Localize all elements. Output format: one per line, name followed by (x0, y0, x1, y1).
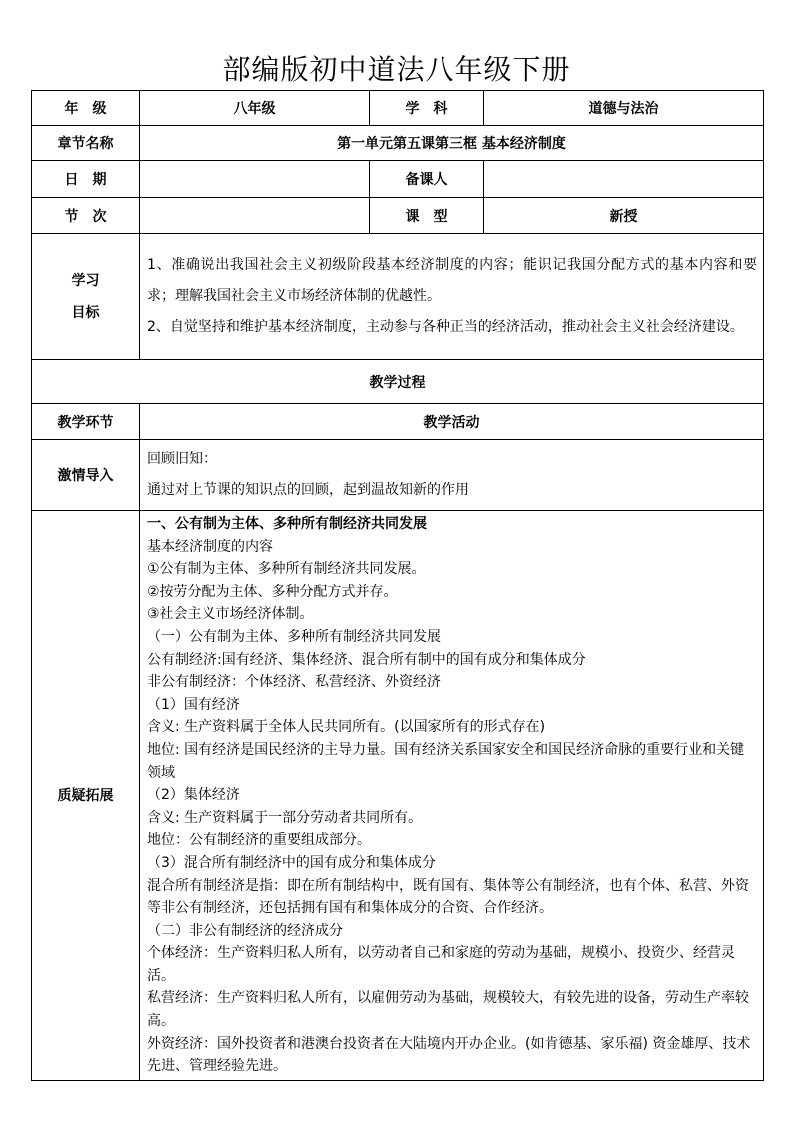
expansion-row (32, 511, 764, 1081)
process-columns-row (32, 404, 764, 440)
content-line: ③社会主义市场经济体制。 (147, 606, 314, 623)
process-heading: 教学过程 (32, 360, 764, 404)
type-value: 新授 (484, 198, 764, 234)
content-line: 个体经济：生产资料归私人所有，以劳动者自己和家庭的劳动为基础，规模小、投资少、经营灵活。 (147, 945, 735, 984)
content-line: 公有制经济:国有经济、集体经济、混合所有制中的国有成分和集体成分 (147, 651, 586, 668)
goals-label (32, 234, 140, 360)
teacher-label: 备课人 (370, 161, 484, 198)
content-line: 含义: 生产资料属于一部分劳动者共同所有。 (147, 809, 423, 826)
grade-row (32, 91, 764, 126)
content-line: 外资经济：国外投资者和港澳台投资者在大陆境内开办企业。(如肯德基、家乐福) 资金雄厚、技术先进、管理经验先进。 (147, 1035, 751, 1075)
expansion-label: 质疑拓展 (32, 511, 140, 1081)
intro-row (32, 440, 764, 511)
content-line: （一）公有制为主体、多种所有制经济共同发展 (147, 628, 441, 645)
teacher-value (484, 161, 764, 198)
content-line: 地位：公有制经济的重要组成部分。 (147, 832, 371, 849)
content-line: 私营经济：生产资料归私人所有，以雇佣劳动为基础，规模较大，有较先进的设备，劳动生产率较高。 (147, 990, 749, 1030)
lesson-plan-table (31, 90, 764, 1081)
content-line: 混合所有制经济是指：即在所有制结构中，既有国有、集体等公有制经济，也有个体、私营、外资等非公有制经济，还包括拥有国有和集体成分的合资、合作经济。 (147, 877, 749, 917)
date-label: 日 期 (32, 161, 140, 198)
chapter-value: 第一单元第五课第三框 基本经济制度 (140, 126, 764, 161)
intro-content (140, 440, 764, 511)
period-label: 节 次 (32, 198, 140, 234)
process-heading-row (32, 360, 764, 404)
subject-value: 道德与法治 (484, 91, 764, 126)
goals-label-line1: 学习 (71, 272, 100, 289)
goal-item: 2、自觉坚持和维护基本经济制度，主动参与各种正当的经济活动，推动社会主义社会经济建设。 (147, 319, 744, 335)
content-line: ①公有制为主体、多种所有制经济共同发展。 (147, 561, 426, 578)
intro-line: 通过对上节课的知识点的回顾，起到温故知新的作用 (147, 482, 469, 498)
content-line: ②按劳分配为主体、多种分配方式并存。 (147, 583, 398, 600)
activity-column-header: 教学活动 (140, 404, 764, 440)
intro-line: 回顾旧知： (147, 451, 217, 467)
grade-value: 八年级 (140, 91, 370, 126)
goals-label-line2: 目标 (71, 304, 100, 321)
date-row (32, 161, 764, 198)
chapter-label: 章节名称 (32, 126, 140, 161)
grade-label: 年 级 (32, 91, 140, 126)
content-line: 非公有制经济：个体经济、私营经济、外资经济 (147, 674, 441, 691)
page-title: 部编版初中道法八年级下册 (222, 53, 571, 86)
content-line: 基本经济制度的内容 (147, 538, 273, 555)
expansion-content (140, 511, 764, 1081)
goal-item: 1、准确说出我国社会主义初级阶段基本经济制度的内容；能识记我国分配方式的基本内容和要求；理解我国社会主义市场经济体制的优越性。 (147, 257, 757, 304)
intro-label: 激情导入 (32, 440, 140, 511)
subject-label: 学 科 (370, 91, 484, 126)
content-line: （1）国有经济 (147, 696, 240, 713)
content-line: （3）混合所有制经济中的国有成分和集体成分 (147, 854, 436, 871)
stage-column-header: 教学环节 (32, 404, 140, 440)
date-value (140, 161, 370, 198)
content-line: 含义: 生产资料属于全体人民共同所有。(以国家所有的形式存在) (147, 719, 546, 736)
content-line: （二）非公有制经济的经济成分 (147, 922, 343, 939)
type-label: 课 型 (370, 198, 484, 234)
content-line: （2）集体经济 (147, 787, 240, 804)
period-row (32, 198, 764, 234)
goals-row (32, 234, 764, 360)
goals-content (140, 234, 764, 360)
period-value (140, 198, 370, 234)
content-line: 地位: 国有经济是国民经济的主导力量。国有经济关系国家安全和国民经济命脉的重要行业和关键领域 (147, 741, 745, 781)
chapter-row (32, 126, 764, 161)
section-heading: 一、公有制为主体、多种所有制经济共同发展 (147, 516, 427, 532)
